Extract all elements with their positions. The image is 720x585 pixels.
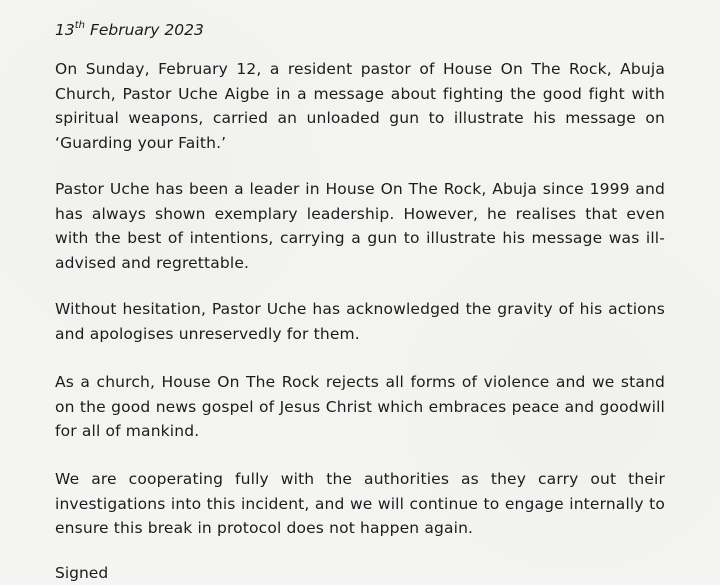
statement-date	[55, 18, 204, 42]
paragraph-apology: Without hesitation, Pastor Uche has acknowledged the gravity of his actions and apologises unreservedly for them.	[55, 300, 665, 343]
paragraph-incident: On Sunday, February 12, a resident pastor of House On The Rock, Abuja Church, Pastor Uche Aigbe in a message about fighting the good fight with spiritual weapons, carried an unloaded gun to illustrate his message on ‘Guarding your Faith.’	[55, 60, 665, 152]
closing-signed: Signed	[55, 564, 109, 582]
date-day: 13	[55, 21, 75, 39]
date-month-year: February 2023	[89, 21, 204, 39]
date-suffix: th	[74, 19, 85, 31]
paragraph-church-stance: As a church, House On The Rock rejects all forms of violence and we stand on the good news gospel of Jesus Christ which embraces peace and goodwill for all of mankind.	[55, 373, 665, 440]
paragraph-cooperation: We are cooperating fully with the authorities as they carry out their investigations into this incident, and we will continue to engage internally to ensure this break in protocol does not happen again.	[55, 470, 665, 537]
paragraph-pastor-background: Pastor Uche has been a leader in House On The Rock, Abuja since 1999 and has always shown exemplary leadership. However, he realises that even with the best of intentions, carrying a gun to illustrate his message was ill-advised and regrettable.	[55, 180, 665, 272]
